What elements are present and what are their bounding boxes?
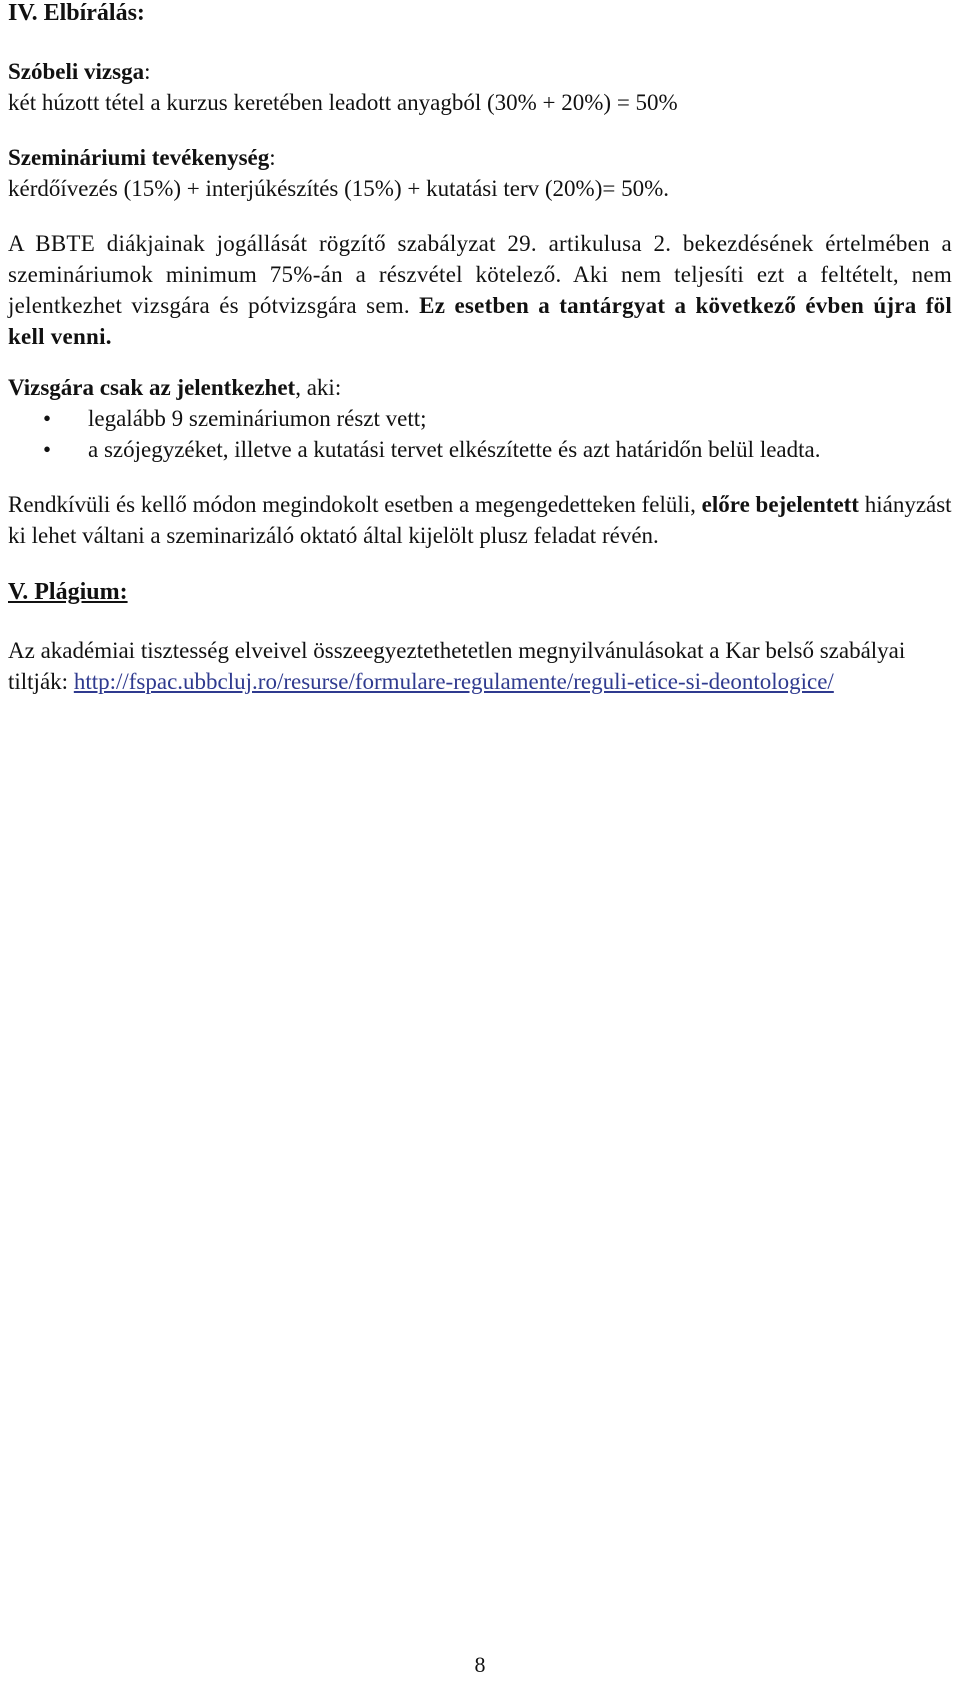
list-item xyxy=(8,403,952,434)
list-item-text: a szójegyzéket, illetve a kutatási tervet elkészítette és azt határidőn belül leadta. xyxy=(88,437,821,462)
seminar-label: Szemináriumi tevékenység xyxy=(8,145,270,170)
section-title-evaluation xyxy=(8,0,952,26)
page-number: 8 xyxy=(474,1652,486,1677)
oral-exam-label: Szóbeli vizsga xyxy=(8,59,145,84)
section-title-text: V. Plágium: xyxy=(8,579,128,605)
bullet-icon: • xyxy=(43,406,52,431)
plagiarism-paragraph xyxy=(8,635,952,697)
absence-bold: előre bejelentett xyxy=(701,492,859,517)
regulations-link[interactable]: http://fspac.ubbcluj.ro/resurse/formulare-regulamente/reguli-etice-si-deontologice/ xyxy=(73,669,834,694)
seminar-text: kérdőívezés (15%) + interjúkészítés (15%) + kutatási terv (20%)= 50%. xyxy=(8,176,669,201)
list-item-text: legalább 9 szemináriumon részt vett; xyxy=(88,406,427,431)
eligibility-lead: Vizsgára csak az jelentkezhet xyxy=(8,375,296,400)
bullet-icon: • xyxy=(43,437,52,462)
attendance-paragraph xyxy=(8,228,952,352)
list-item xyxy=(8,434,952,465)
document-page xyxy=(8,0,952,697)
oral-exam-paragraph xyxy=(8,56,952,118)
section-title-plagiarism xyxy=(8,579,952,605)
absence-paragraph xyxy=(8,489,952,551)
attendance-consequence: Ez esetben a tantárgyat a következő évben újra föl kell venni. xyxy=(8,293,953,349)
absence-text-before: Rendkívüli és kellő módon megindokolt esetben a megengedetteken felüli, xyxy=(8,492,702,517)
eligibility-rest: , aki: xyxy=(295,375,342,400)
seminar-colon: : xyxy=(269,145,276,170)
section-title-text: IV. Elbírálás: xyxy=(8,0,145,26)
oral-exam-colon: : xyxy=(144,59,151,84)
attendance-text: A BBTE diákjainak jogállását rögzítő szabályzat 29. artikulusa 2. bekezdésének értelmében a szemináriumok minimum 75%-án a részvétel kötelező. Aki nem teljesíti ezt a feltételt, nem jelentkezhet vizsgára és pótvizsgára sem. xyxy=(8,231,952,318)
oral-exam-text: két húzott tétel a kurzus keretében leadott anyagból (30% + 20%) = 50% xyxy=(8,90,678,115)
plagiarism-text: Az akadémiai tisztesség elveivel összeegyeztethetetlen megnyilvánulásokat a Kar belső szabályai tiltják: xyxy=(8,638,906,694)
absence-text-after: hiányzást ki lehet váltani a szeminarizáló oktató által kijelölt plusz feladat révén. xyxy=(8,492,952,548)
eligibility-list xyxy=(8,403,952,465)
seminar-paragraph xyxy=(8,142,952,204)
eligibility-paragraph xyxy=(8,372,952,403)
